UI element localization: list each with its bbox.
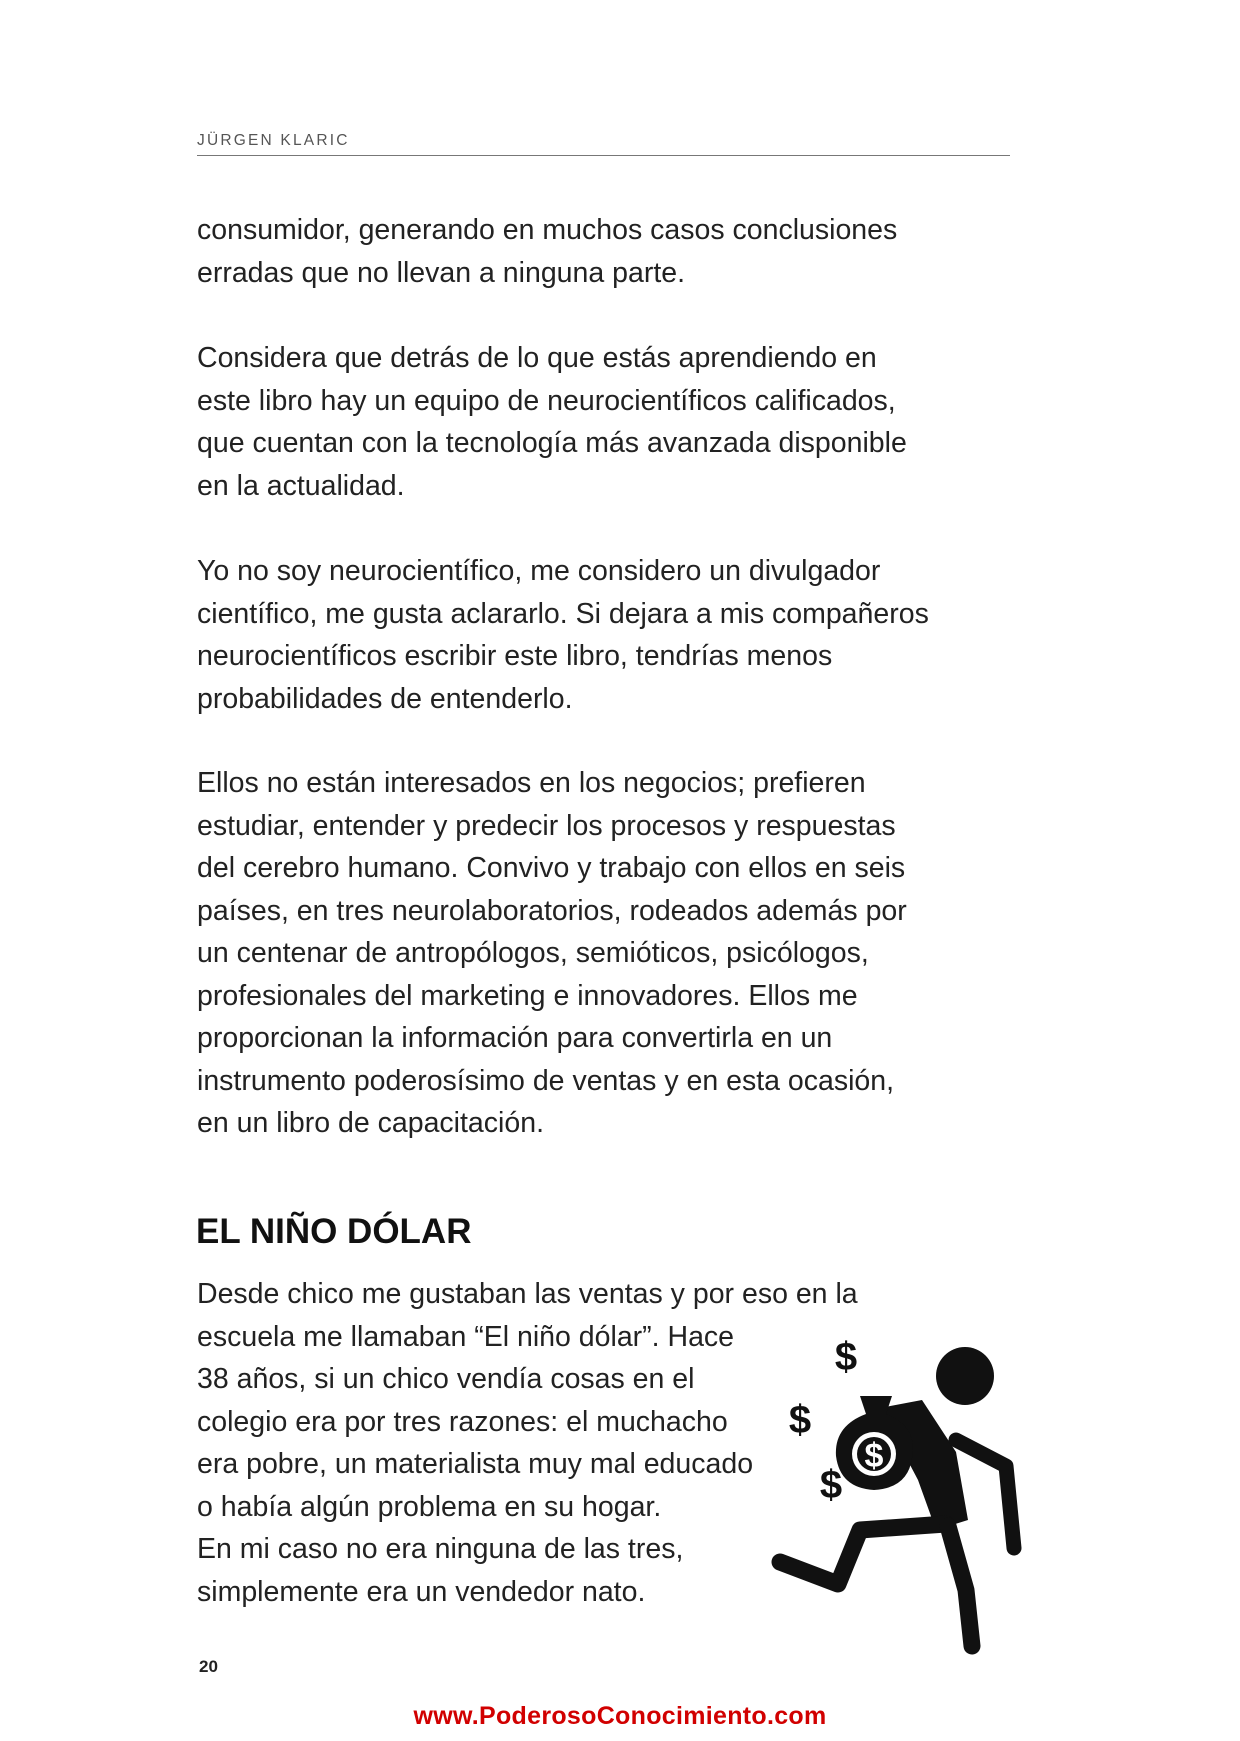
header-rule — [197, 155, 1010, 156]
paragraph-line: que cuentan con la tecnología más avanzada disponible — [197, 427, 907, 459]
paragraph-line: era pobre, un materialista muy mal educado — [197, 1448, 754, 1480]
paragraph-line: en un libro de capacitación. — [197, 1107, 544, 1139]
paragraph-line: proporcionan la información para convertirla en un — [197, 1022, 833, 1054]
paragraph-4 — [197, 762, 907, 1145]
paragraph-line: Considera que detrás de lo que estás aprendiendo en — [197, 342, 877, 374]
page-number: 20 — [199, 1657, 218, 1676]
paragraph-line: Yo no soy neurocientífico, me considero un divulgador — [197, 555, 881, 587]
paragraph-2 — [197, 337, 907, 507]
paragraph-line: instrumento poderosísimo de ventas y en esta ocasión, — [197, 1064, 895, 1097]
paragraph-line: científico, me gusta aclararlo. Si dejara a mis compañeros — [197, 597, 929, 630]
running-header-author: JÜRGEN KLARIC — [197, 132, 350, 149]
paragraph-line: profesionales del marketing e innovadores. Ellos me — [197, 979, 858, 1012]
head-shape — [936, 1347, 994, 1405]
paragraph-line: consumidor, generando en muchos casos conclusiones — [197, 214, 898, 246]
section-paragraph — [197, 1273, 858, 1613]
paragraph-line: Ellos no están interesados en los negocios; prefieren — [197, 767, 866, 799]
paragraph-line: escuela me llamaban “El niño dólar”. Hace — [197, 1320, 735, 1353]
paragraph-1 — [197, 209, 897, 294]
paragraph-line: En mi caso no era ninguna de las tres, — [197, 1533, 684, 1565]
paragraph-line: este libro hay un equipo de neurocientíficos calificados, — [197, 384, 896, 417]
paragraph-line: Desde chico me gustaban las ventas y por eso en la — [197, 1278, 858, 1310]
dollar-sign-icon: $ — [819, 1463, 843, 1507]
footer-website-link[interactable]: www.PoderosoConocimiento.com — [413, 1702, 827, 1730]
paragraph-line: estudiar, entender y predecir los procesos y respuestas — [197, 809, 896, 842]
running-man-money-bag-icon — [760, 1330, 1030, 1660]
paragraph-line: probabilidades de entenderlo. — [197, 682, 573, 715]
paragraph-line: del cerebro humano. Convivo y trabajo con ellos en seis — [197, 852, 906, 884]
dollar-sign-icon: $ — [788, 1398, 812, 1442]
back-leg-shape — [780, 1524, 946, 1584]
section-title: EL NIÑO DÓLAR — [196, 1212, 472, 1251]
paragraph-line: erradas que no llevan a ninguna parte. — [197, 256, 686, 289]
coin-dollar-icon: $ — [864, 1437, 884, 1475]
paragraph-line: en la actualidad. — [197, 469, 405, 502]
paragraph-line: un centenar de antropólogos, semióticos, psicólogos, — [197, 937, 869, 969]
arm-shape — [956, 1440, 1014, 1548]
paragraph-line: colegio era por tres razones: el muchacho — [197, 1405, 728, 1438]
paragraph-3 — [197, 550, 929, 720]
paragraph-line: simplemente era un vendedor nato. — [197, 1575, 646, 1608]
dollar-sign-icon: $ — [834, 1335, 858, 1379]
paragraph-line: neurocientíficos escribir este libro, tendrías menos — [197, 640, 833, 672]
paragraph-line: países, en tres neurolaboratorios, rodeados además por — [197, 894, 907, 927]
paragraph-line: 38 años, si un chico vendía cosas en el — [197, 1363, 695, 1395]
front-leg-shape — [948, 1526, 972, 1646]
paragraph-line: o había algún problema en su hogar. — [197, 1490, 662, 1523]
